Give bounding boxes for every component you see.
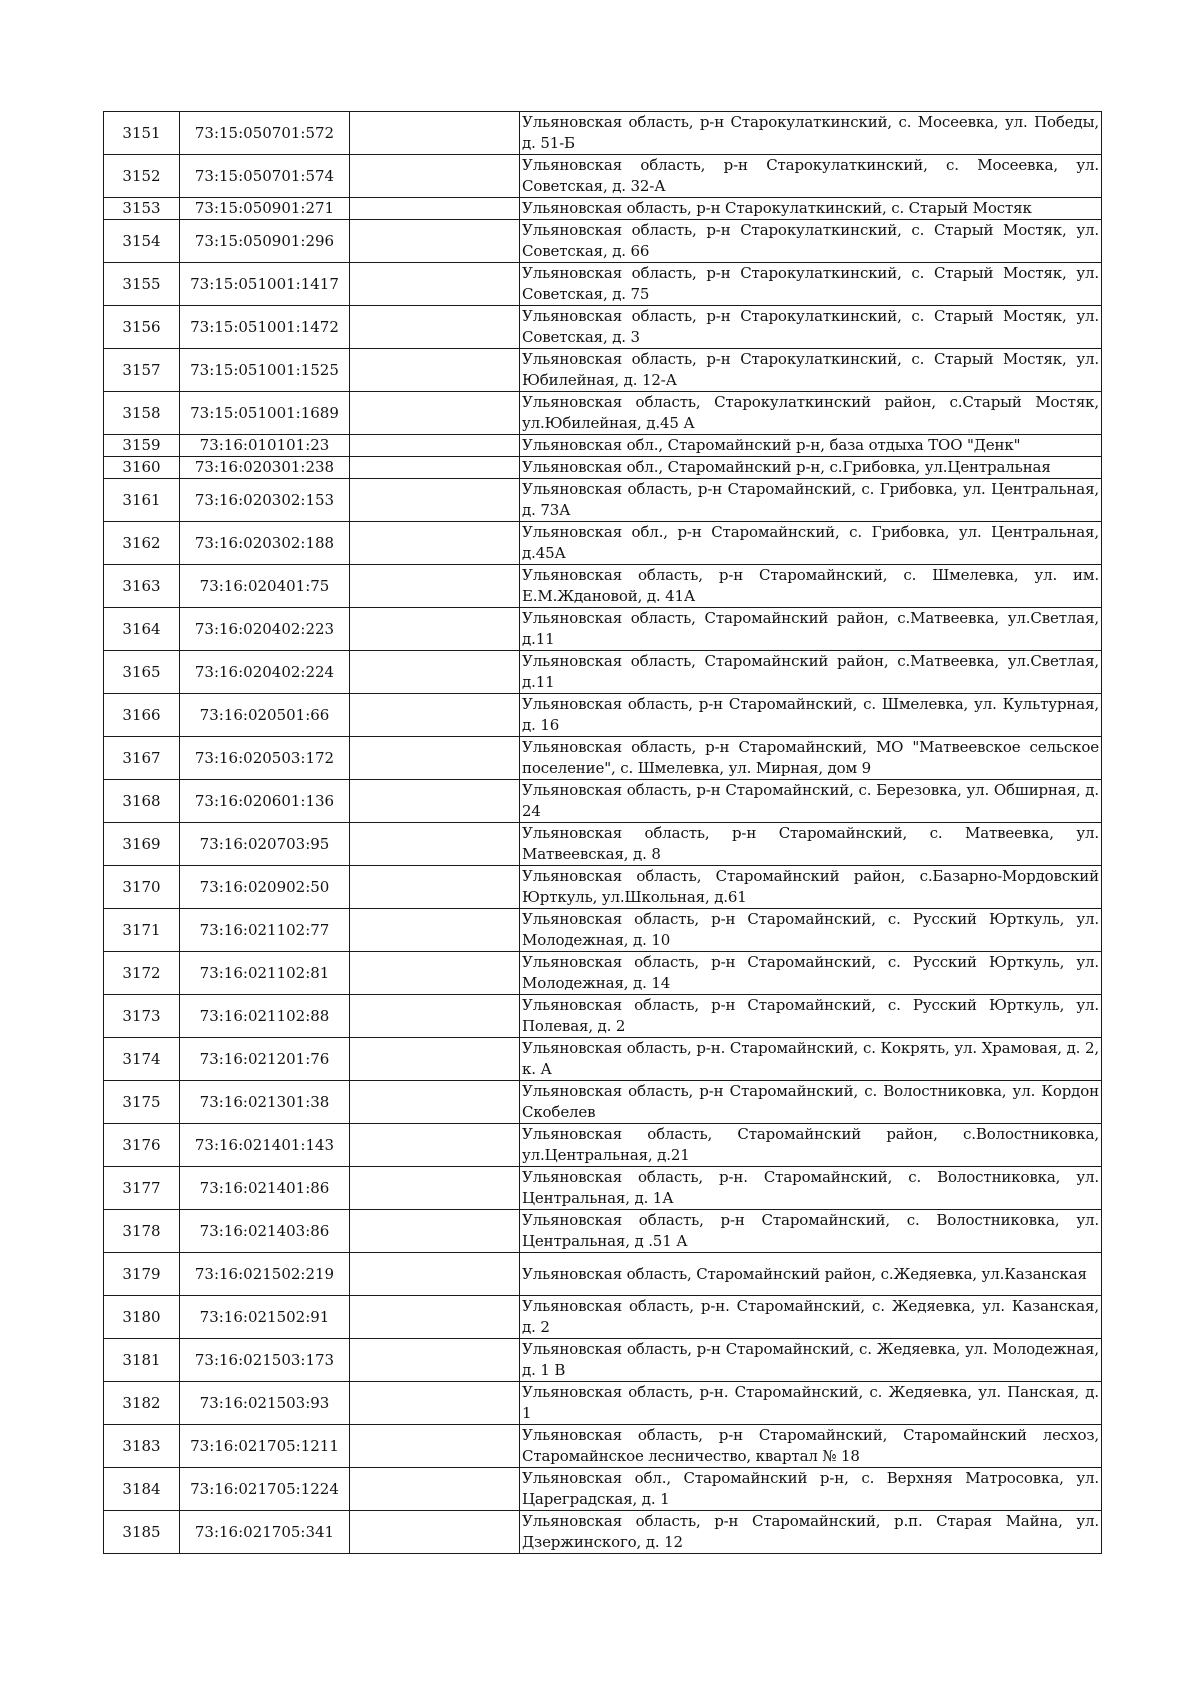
empty-cell	[350, 823, 520, 866]
table-row	[104, 737, 1102, 780]
address-cell: Ульяновская область, Старомайнский район, с.Базарно-Мордовский Юрткуль, ул.Школьная, д.61	[520, 866, 1102, 909]
table-row	[104, 220, 1102, 263]
address-cell: Ульяновская область, р-н Старокулаткинский, с. Мосеевка, ул. Советская, д. 32-А	[520, 155, 1102, 198]
address-cell: Ульяновская область, р-н Старомайнский, с. Шмелевка, ул. им. Е.М.Ждановой, д. 41А	[520, 565, 1102, 608]
row-number: 3162	[104, 522, 180, 565]
table-row	[104, 1296, 1102, 1339]
address-cell: Ульяновская область, р-н Старомайнский, р.п. Старая Майна, ул. Дзержинского, д. 12	[520, 1511, 1102, 1554]
cadastral-number: 73:16:021503:93	[180, 1382, 350, 1425]
row-number: 3174	[104, 1038, 180, 1081]
empty-cell	[350, 1081, 520, 1124]
cadastral-number: 73:16:020301:238	[180, 457, 350, 479]
row-number: 3170	[104, 866, 180, 909]
table-row	[104, 155, 1102, 198]
row-number: 3171	[104, 909, 180, 952]
empty-cell	[350, 1468, 520, 1511]
table-row	[104, 112, 1102, 155]
row-number: 3152	[104, 155, 180, 198]
row-number: 3160	[104, 457, 180, 479]
empty-cell	[350, 1296, 520, 1339]
address-cell: Ульяновская область, Старомайнский район, с.Волостниковка, ул.Центральная, д.21	[520, 1124, 1102, 1167]
cadastral-number: 73:15:050901:271	[180, 198, 350, 220]
row-number: 3178	[104, 1210, 180, 1253]
row-number: 3181	[104, 1339, 180, 1382]
address-cell: Ульяновская область, р-н Старомайнский, с. Березовка, ул. Обширная, д. 24	[520, 780, 1102, 823]
cadastral-number: 73:16:020503:172	[180, 737, 350, 780]
cadastral-number: 73:16:021401:86	[180, 1167, 350, 1210]
empty-cell	[350, 952, 520, 995]
address-cell: Ульяновская область, Старомайнский район, с.Жедяевка, ул.Казанская	[520, 1253, 1102, 1296]
empty-cell	[350, 694, 520, 737]
table-row	[104, 780, 1102, 823]
cadastral-number: 73:15:050701:574	[180, 155, 350, 198]
table-row	[104, 1382, 1102, 1425]
cadastral-number: 73:15:051001:1417	[180, 263, 350, 306]
cadastral-number: 73:16:020302:153	[180, 479, 350, 522]
table-row	[104, 1425, 1102, 1468]
address-cell: Ульяновская область, р-н Старокулаткинский, с. Старый Мостяк, ул. Юбилейная, д. 12-А	[520, 349, 1102, 392]
cadastral-number: 73:16:021401:143	[180, 1124, 350, 1167]
address-cell: Ульяновская обл., Старомайнский р-н, с.Грибовка, ул.Центральная	[520, 457, 1102, 479]
empty-cell	[350, 866, 520, 909]
row-number: 3169	[104, 823, 180, 866]
address-cell: Ульяновская область, р-н Старомайнский, с. Русский Юрткуль, ул. Молодежная, д. 10	[520, 909, 1102, 952]
table-row	[104, 608, 1102, 651]
row-number: 3179	[104, 1253, 180, 1296]
row-number: 3164	[104, 608, 180, 651]
empty-cell	[350, 565, 520, 608]
cadastral-number: 73:16:021102:88	[180, 995, 350, 1038]
address-cell: Ульяновская область, р-н Старомайнский, с. Грибовка, ул. Центральная, д. 73А	[520, 479, 1102, 522]
row-number: 3177	[104, 1167, 180, 1210]
cadastral-number: 73:15:050701:572	[180, 112, 350, 155]
empty-cell	[350, 780, 520, 823]
empty-cell	[350, 112, 520, 155]
cadastral-number: 73:16:010101:23	[180, 435, 350, 457]
row-number: 3154	[104, 220, 180, 263]
table-row	[104, 866, 1102, 909]
address-cell: Ульяновская область, р-н. Старомайнский, с. Кокрять, ул. Храмовая, д. 2, к. А	[520, 1038, 1102, 1081]
table-row	[104, 1038, 1102, 1081]
empty-cell	[350, 306, 520, 349]
empty-cell	[350, 457, 520, 479]
empty-cell	[350, 263, 520, 306]
cadastral-number: 73:16:021502:91	[180, 1296, 350, 1339]
cadastral-number: 73:16:020402:223	[180, 608, 350, 651]
table-row	[104, 479, 1102, 522]
empty-cell	[350, 1167, 520, 1210]
cadastral-number: 73:16:021503:173	[180, 1339, 350, 1382]
cadastral-number: 73:16:020402:224	[180, 651, 350, 694]
address-cell: Ульяновская область, р-н Старомайнский, с. Шмелевка, ул. Культурная, д. 16	[520, 694, 1102, 737]
cadastral-number: 73:16:021502:219	[180, 1253, 350, 1296]
row-number: 3185	[104, 1511, 180, 1554]
row-number: 3156	[104, 306, 180, 349]
table-row	[104, 1124, 1102, 1167]
empty-cell	[350, 1511, 520, 1554]
row-number: 3182	[104, 1382, 180, 1425]
empty-cell	[350, 435, 520, 457]
cadastral-number: 73:16:021102:81	[180, 952, 350, 995]
cadastral-number: 73:16:021705:1224	[180, 1468, 350, 1511]
address-cell: Ульяновская область, р-н Старокулаткинский, с. Мосеевка, ул. Победы, д. 51-Б	[520, 112, 1102, 155]
table-row	[104, 1468, 1102, 1511]
empty-cell	[350, 1425, 520, 1468]
registry-table-body	[104, 112, 1102, 1554]
table-row	[104, 1081, 1102, 1124]
table-row	[104, 1167, 1102, 1210]
document-page	[103, 111, 1101, 1554]
empty-cell	[350, 479, 520, 522]
table-row	[104, 995, 1102, 1038]
row-number: 3158	[104, 392, 180, 435]
cadastral-number: 73:16:021403:86	[180, 1210, 350, 1253]
row-number: 3167	[104, 737, 180, 780]
address-cell: Ульяновская область, Старомайнский район, с.Матвеевка, ул.Светлая, д.11	[520, 608, 1102, 651]
table-row	[104, 198, 1102, 220]
empty-cell	[350, 198, 520, 220]
address-cell: Ульяновская область, р-н Старомайнский, с. Волостниковка, ул. Центральная, д .51 А	[520, 1210, 1102, 1253]
address-cell: Ульяновская область, р-н. Старомайнский, с. Жедяевка, ул. Казанская, д. 2	[520, 1296, 1102, 1339]
table-row	[104, 1511, 1102, 1554]
table-row	[104, 651, 1102, 694]
address-cell: Ульяновская область, р-н Старомайнский, с. Волостниковка, ул. Кордон Скобелев	[520, 1081, 1102, 1124]
row-number: 3180	[104, 1296, 180, 1339]
empty-cell	[350, 608, 520, 651]
empty-cell	[350, 1339, 520, 1382]
empty-cell	[350, 349, 520, 392]
row-number: 3165	[104, 651, 180, 694]
row-number: 3172	[104, 952, 180, 995]
empty-cell	[350, 737, 520, 780]
address-cell: Ульяновская область, р-н Старокулаткинский, с. Старый Мостяк, ул. Советская, д. 3	[520, 306, 1102, 349]
empty-cell	[350, 1253, 520, 1296]
cadastral-number: 73:15:051001:1472	[180, 306, 350, 349]
row-number: 3176	[104, 1124, 180, 1167]
row-number: 3183	[104, 1425, 180, 1468]
address-cell: Ульяновская обл., Старомайнский р-н, база отдыха ТОО "Денк"	[520, 435, 1102, 457]
address-cell: Ульяновская область, р-н Старокулаткинский, с. Старый Мостяк, ул. Советская, д. 66	[520, 220, 1102, 263]
address-cell: Ульяновская область, р-н Старокулаткинский, с. Старый Мостяк	[520, 198, 1102, 220]
table-row	[104, 392, 1102, 435]
cadastral-number: 73:15:051001:1689	[180, 392, 350, 435]
address-cell: Ульяновская область, Старокулаткинский район, с.Старый Мостяк, ул.Юбилейная, д.45 А	[520, 392, 1102, 435]
empty-cell	[350, 220, 520, 263]
property-registry-table	[103, 111, 1102, 1554]
row-number: 3159	[104, 435, 180, 457]
row-number: 3166	[104, 694, 180, 737]
empty-cell	[350, 1038, 520, 1081]
address-cell: Ульяновская область, Старомайнский район, с.Матвеевка, ул.Светлая, д.11	[520, 651, 1102, 694]
row-number: 3175	[104, 1081, 180, 1124]
row-number: 3155	[104, 263, 180, 306]
table-row	[104, 1210, 1102, 1253]
address-cell: Ульяновская область, р-н Старомайнский, с. Жедяевка, ул. Молодежная, д. 1 В	[520, 1339, 1102, 1382]
empty-cell	[350, 1382, 520, 1425]
cadastral-number: 73:16:021705:341	[180, 1511, 350, 1554]
cadastral-number: 73:15:051001:1525	[180, 349, 350, 392]
cadastral-number: 73:16:020302:188	[180, 522, 350, 565]
table-row	[104, 263, 1102, 306]
address-cell: Ульяновская обл., Старомайнский р-н, с. Верхняя Матросовка, ул. Цареградская, д. 1	[520, 1468, 1102, 1511]
empty-cell	[350, 1210, 520, 1253]
table-row	[104, 522, 1102, 565]
table-row	[104, 565, 1102, 608]
cadastral-number: 73:16:020601:136	[180, 780, 350, 823]
cadastral-number: 73:16:020703:95	[180, 823, 350, 866]
cadastral-number: 73:16:021201:76	[180, 1038, 350, 1081]
empty-cell	[350, 522, 520, 565]
empty-cell	[350, 155, 520, 198]
cadastral-number: 73:16:020401:75	[180, 565, 350, 608]
row-number: 3168	[104, 780, 180, 823]
row-number: 3173	[104, 995, 180, 1038]
address-cell: Ульяновская область, р-н Старомайнский, с. Русский Юрткуль, ул. Молодежная, д. 14	[520, 952, 1102, 995]
address-cell: Ульяновская область, р-н Старомайнский, с. Русский Юрткуль, ул. Полевая, д. 2	[520, 995, 1102, 1038]
table-row	[104, 952, 1102, 995]
row-number: 3163	[104, 565, 180, 608]
cadastral-number: 73:15:050901:296	[180, 220, 350, 263]
row-number: 3161	[104, 479, 180, 522]
table-row	[104, 1253, 1102, 1296]
empty-cell	[350, 995, 520, 1038]
table-row	[104, 306, 1102, 349]
row-number: 3151	[104, 112, 180, 155]
cadastral-number: 73:16:021705:1211	[180, 1425, 350, 1468]
cadastral-number: 73:16:021102:77	[180, 909, 350, 952]
table-row	[104, 909, 1102, 952]
address-cell: Ульяновская область, р-н Старомайнский, Старомайнский лесхоз, Старомайнское лесничество, квартал № 18	[520, 1425, 1102, 1468]
cadastral-number: 73:16:021301:38	[180, 1081, 350, 1124]
address-cell: Ульяновская область, р-н Старокулаткинский, с. Старый Мостяк, ул. Советская, д. 75	[520, 263, 1102, 306]
empty-cell	[350, 651, 520, 694]
table-row	[104, 1339, 1102, 1382]
table-row	[104, 435, 1102, 457]
address-cell: Ульяновская обл., р-н Старомайнский, с. Грибовка, ул. Центральная, д.45А	[520, 522, 1102, 565]
table-row	[104, 457, 1102, 479]
address-cell: Ульяновская область, р-н. Старомайнский, с. Волостниковка, ул. Центральная, д. 1А	[520, 1167, 1102, 1210]
row-number: 3184	[104, 1468, 180, 1511]
row-number: 3157	[104, 349, 180, 392]
table-row	[104, 823, 1102, 866]
table-row	[104, 694, 1102, 737]
address-cell: Ульяновская область, р-н. Старомайнский, с. Жедяевка, ул. Панская, д. 1	[520, 1382, 1102, 1425]
empty-cell	[350, 392, 520, 435]
address-cell: Ульяновская область, р-н Старомайнский, с. Матвеевка, ул. Матвеевская, д. 8	[520, 823, 1102, 866]
row-number: 3153	[104, 198, 180, 220]
cadastral-number: 73:16:020501:66	[180, 694, 350, 737]
empty-cell	[350, 909, 520, 952]
address-cell: Ульяновская область, р-н Старомайнский, МО "Матвеевское сельское поселение", с. Шмелевка, ул. Мирная, дом 9	[520, 737, 1102, 780]
table-row	[104, 349, 1102, 392]
empty-cell	[350, 1124, 520, 1167]
cadastral-number: 73:16:020902:50	[180, 866, 350, 909]
